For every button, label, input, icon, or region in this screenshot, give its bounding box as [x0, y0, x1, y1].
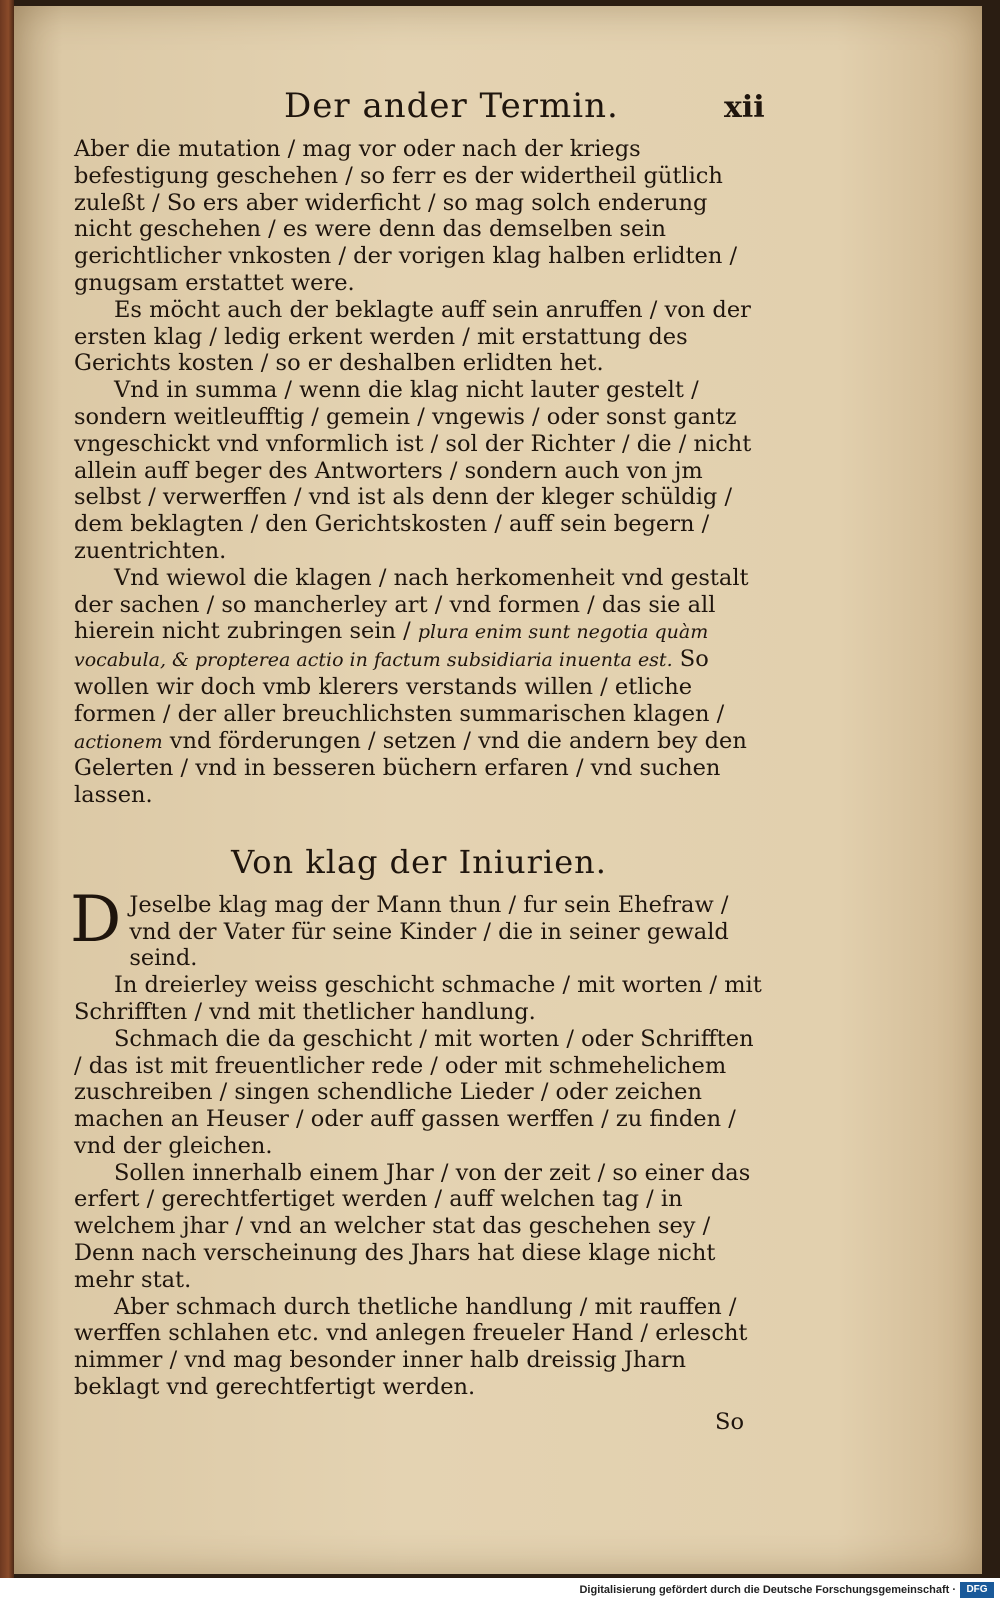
running-head	[74, 86, 774, 134]
body-text	[70, 136, 764, 1436]
paragraph-jeselbe-text: Jeselbe klag mag der Mann thun / fur sein Ehefraw / vnd der Vater für seine Kinder / die in seiner gewald seind.	[129, 891, 729, 972]
book-page	[14, 6, 982, 1574]
dfg-logo: DFG	[960, 1582, 994, 1598]
folio-number: xii	[724, 90, 765, 125]
catchword: So	[715, 1408, 744, 1435]
paragraph-klagen-formen	[74, 565, 764, 809]
paragraph-jeselbe	[70, 882, 764, 972]
paragraph-dreierley: In dreierley weiss geschicht schmache / mit worten / mit Schrifften / vnd mit thetlicher handlung.	[74, 972, 762, 1025]
book-spine-edge	[0, 0, 14, 1578]
latin-quote: plura enim sunt negotia quàm vocabula, & propterea actio in factum subsidiaria inuenta est.	[74, 621, 709, 672]
paragraph-schmach-worte: Schmach die da geschicht / mit worten / oder Schrifften / das ist mit freuentlicher rede / oder mit schmehelichem zuschreiben / singen schendliche Lieder / oder zeichen machen an Heuser / oder auff gassen werffen / zu finden / vnd der gleichen.	[74, 1025, 754, 1159]
paragraph-jhar: Sollen innerhalb einem Jhar / von der zeit / so einer das erfert / gerechtfertiget werden / auff welchen tag / in welchem jhar / vnd an welcher stat das geschehen sey / Denn nach verscheinung des Jhars hat diese klage nicht mehr stat.	[74, 1159, 751, 1293]
paragraph-in-summa: Vnd in summa / wenn die klag nicht lauter gestelt / sondern weitleufftig / gemein / vngewis / oder sonst gantz vngeschickt vnd vnformlich ist / sol der Richter / die / nicht allein auff beger des Antworters / sondern auch von jm selbst / verwerffen / vnd ist als denn der kleger schüldig / dem beklagten / den Gerichtskosten / auff sein begern / zuentrichten.	[74, 377, 752, 564]
running-head-title: Der ander Termin.	[284, 86, 619, 126]
latin-actionem: actionem	[74, 730, 163, 753]
paragraph-mutation: Aber die mutation / mag vor oder nach der kriegs befestigung geschehen / so ferr es der widertheil gütlich zuleßt / So ers aber widerficht / so mag solch enderung nicht geschehen / es were denn das demselben sein gerichtlicher vnkosten / der vorigen klag halben erlidten / gnugsam erstattet were.	[74, 136, 738, 296]
paragraph-thetliche: Aber schmach durch thetliche handlung / mit rauffen / werffen schlahen etc. vnd anlegen freueler Hand / erlescht nimmer / vnd mag besonder inner halb dreissig Jharn beklagt vnd gerechtfertigt werden.	[74, 1293, 748, 1401]
footer-funding-note: Digitalisierung gefördert durch die Deutsche Forschungsgemeinschaft ·	[579, 1584, 956, 1596]
paragraph-beklagte: Es möcht auch der beklagte auff sein anruffen / von der ersten klag / ledig erkent werden / mit erstattung des Gerichts kosten / so er deshalben erlidten het.	[74, 296, 751, 377]
footer-bar	[0, 1578, 1000, 1604]
paragraph-klagen-text-b: So wollen wir doch vmb klerers verstands willen / etliche formen / der aller breuchlichsten summarischen klagen /	[74, 646, 725, 727]
decorated-initial: D	[70, 882, 122, 957]
paragraph-klagen-text-c: vnd förderungen / setzen / vnd die andern bey den Gelerten / vnd in besseren büchern erfaren / vnd suchen lassen.	[74, 727, 747, 809]
paragraph-klagen-text-a: Vnd wiewol die klagen / nach herkomenheit vnd gestalt der sachen / so mancherley art / vnd formen / das sie all hierein nicht zubringen sein /	[74, 564, 749, 645]
section-heading-iniurien: Von klag der Iniurien.	[231, 842, 607, 881]
